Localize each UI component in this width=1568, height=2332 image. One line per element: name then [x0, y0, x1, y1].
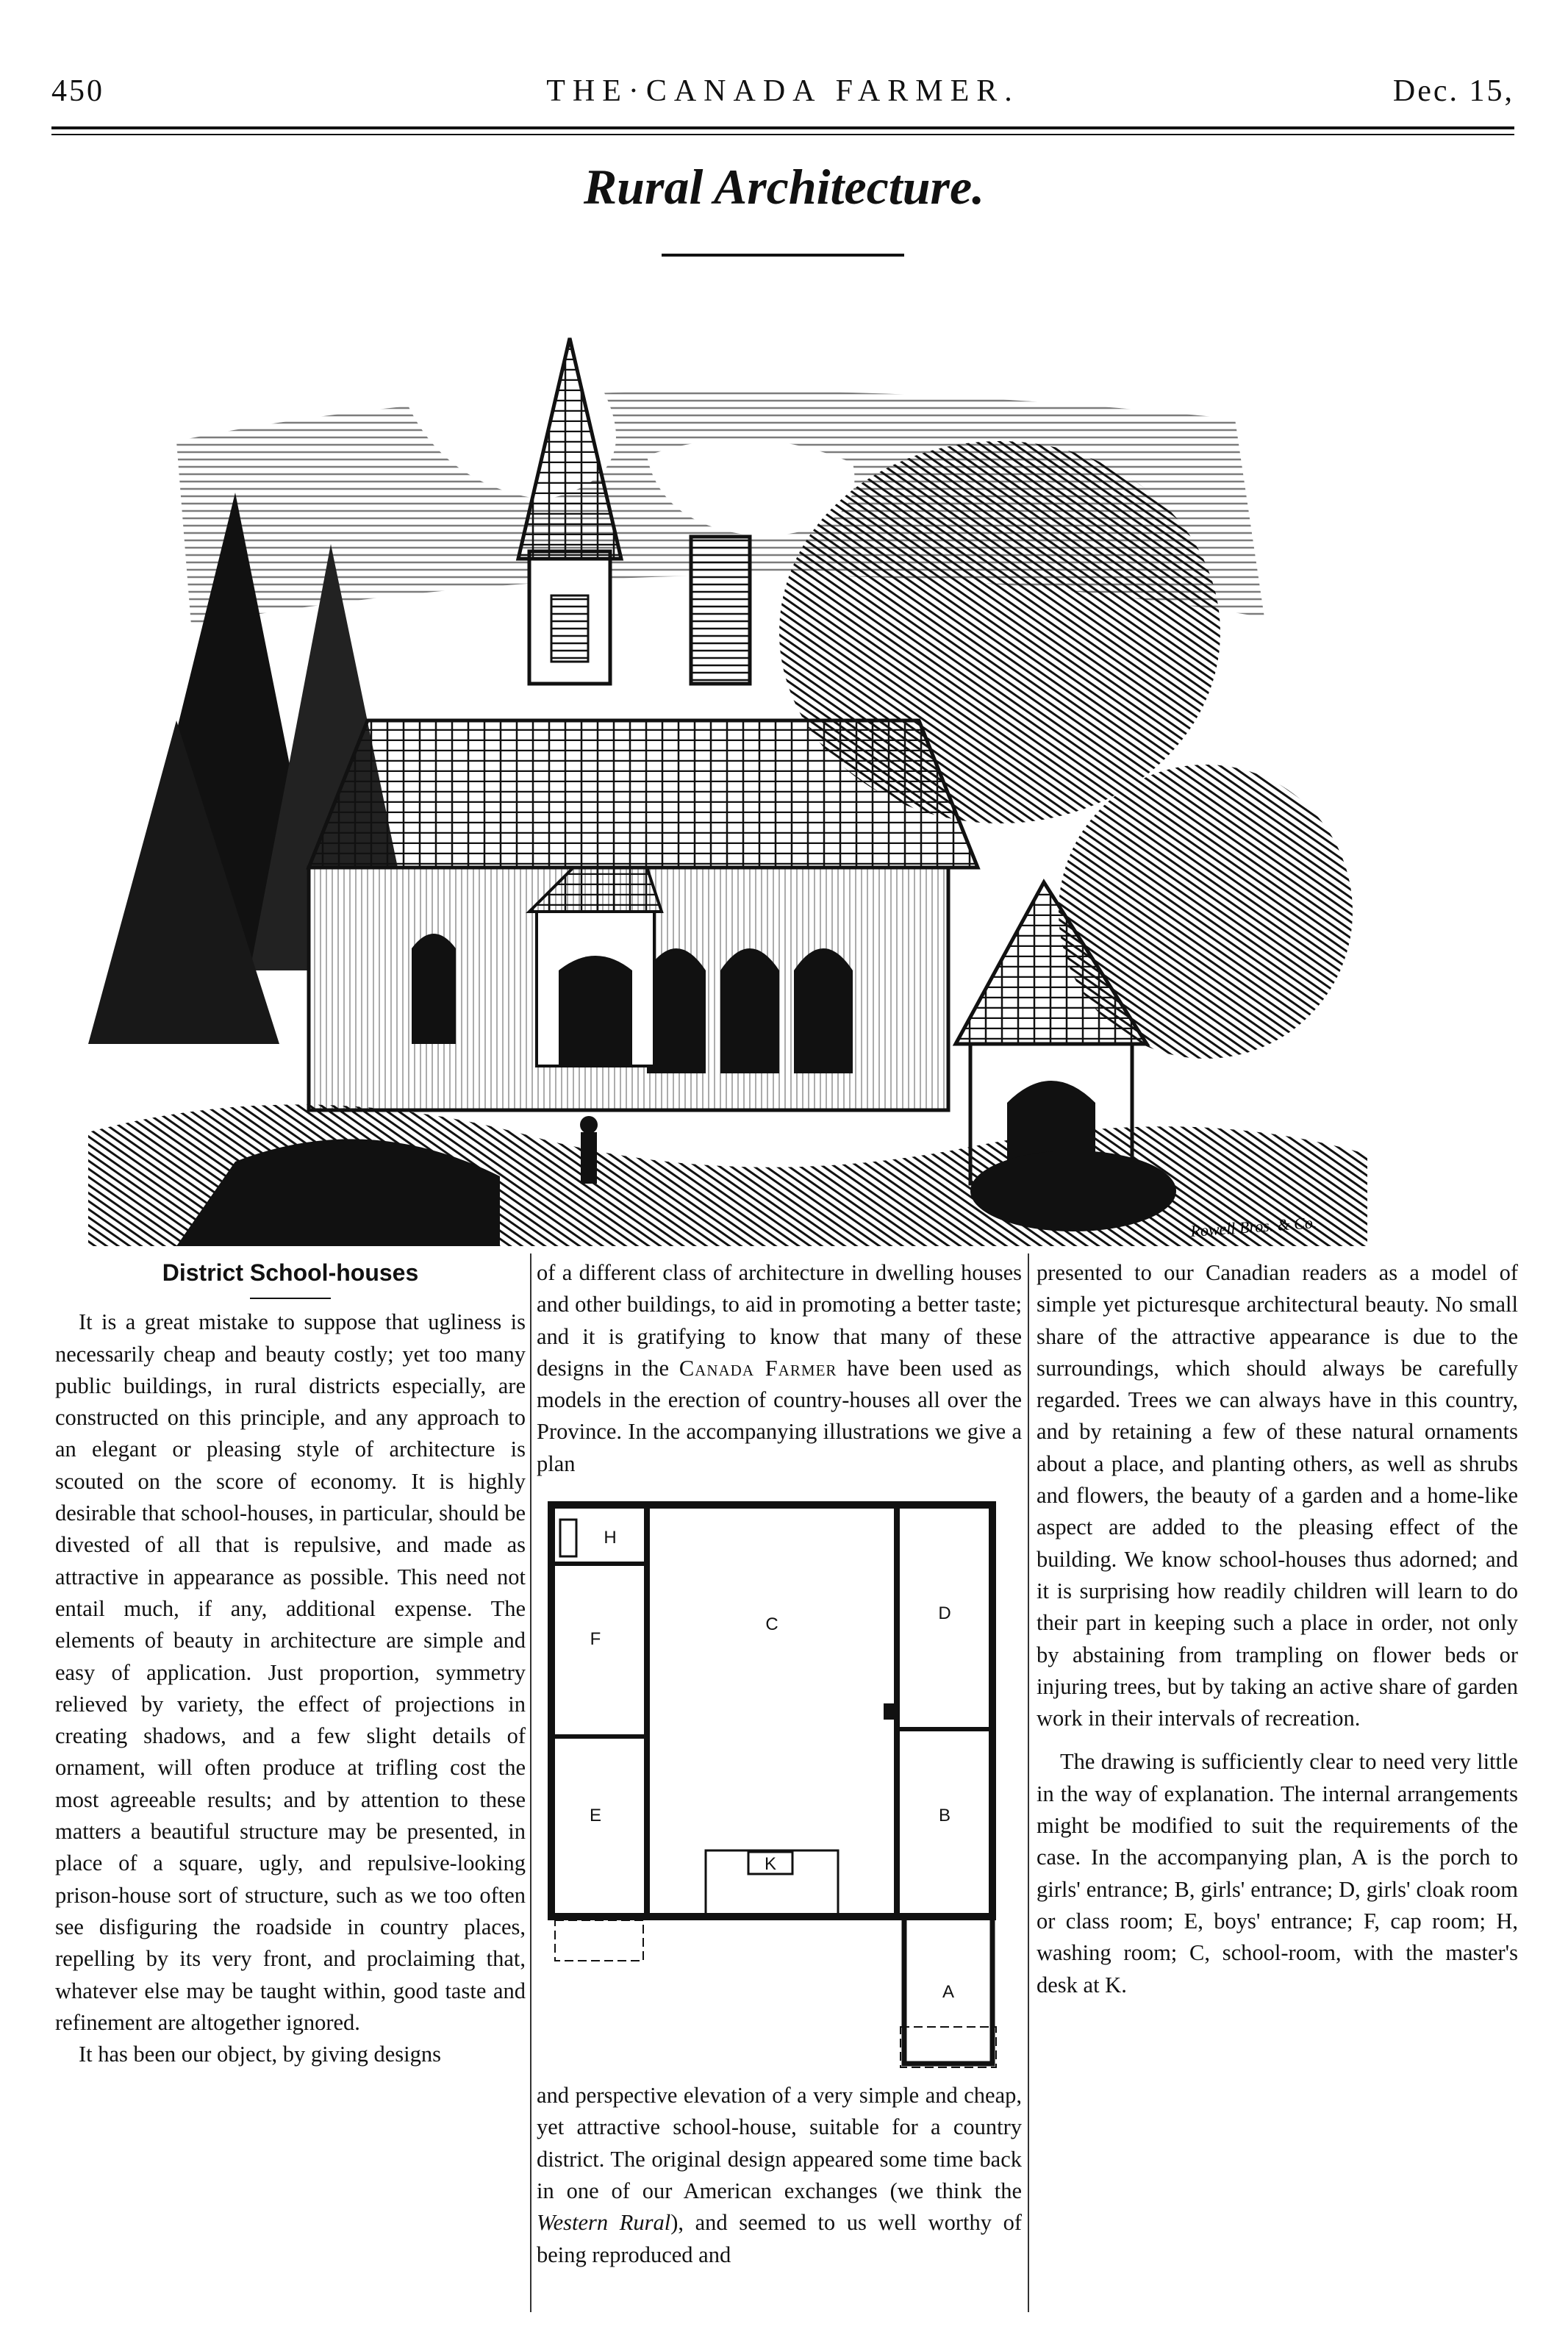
- column-rule-2: [1028, 1253, 1029, 2312]
- plan-label-f: F: [590, 1629, 601, 1650]
- article-column-1: [55, 1257, 526, 2070]
- page-number: 450: [51, 74, 104, 108]
- heading-rule: [250, 1298, 331, 1299]
- header-rule-thin: [51, 134, 1514, 135]
- plan-label-b: B: [938, 1806, 951, 1826]
- plan-label-e: E: [589, 1806, 602, 1826]
- school-house-engraving: [88, 309, 1367, 1246]
- plan-label-h: H: [604, 1528, 617, 1548]
- plan-label-d: D: [938, 1603, 951, 1624]
- paragraph: It has been our object, by giving designs: [79, 2042, 441, 2067]
- paragraph: [537, 1257, 1022, 1480]
- header-rule: [51, 126, 1514, 129]
- engraver-signature: Rowell Bros. & Co.: [1189, 1213, 1318, 1240]
- text-run: and perspective elevation of a very simple and cheap, yet attractive school-house, suitable for a country district. The original design appeared some time back in one of our American exchanges (we think the: [537, 2083, 1022, 2203]
- source-name: Western Rural: [537, 2210, 671, 2236]
- article-heading: District School-houses: [162, 1259, 419, 1286]
- plan-label-k: K: [764, 1854, 777, 1875]
- paragraph: [537, 2080, 1022, 2271]
- plan-label-a: A: [942, 1982, 955, 2003]
- section-title: Rural Architecture.: [583, 159, 985, 215]
- text-run: have been used as models in the erection of country-houses all over the Province. In the accompanying illustrations we give a plan: [537, 1355, 1022, 1476]
- paper-name: Canada Farmer: [679, 1355, 837, 1381]
- floor-plan: [537, 1490, 1007, 2071]
- text-run: ), and seemed to us well worthy of being reproduced and: [537, 2210, 1022, 2267]
- plan-label-c: C: [765, 1614, 778, 1635]
- article-column-3: [1037, 1257, 1518, 2001]
- article-column-2: [537, 1257, 1022, 2271]
- text-run: of a different class of architecture in dwelling houses and other buildings, to aid in promoting a better taste; and it is gratifying to know that many of these designs in the: [537, 1260, 1022, 1381]
- foreground-shrubs: [88, 1104, 1367, 1246]
- column-rule-1: [530, 1253, 531, 2312]
- page-header: [51, 74, 1514, 125]
- issue-date: Dec. 15,: [1392, 74, 1514, 108]
- journal-title: THE·CANADA FARMER.: [546, 74, 1020, 108]
- paragraph: It is a great mistake to suppose that ugliness is necessarily cheap and beauty costly; yet too many public buildings, in rural districts especially, are constructed on this principle, and any approach to an elegant or pleasing style of architecture is scouted on the score of economy. It is highly desirable that school-houses, in particular, should be divested of all that is repulsive, and made as attractive in appearance as possible. This need not entail much, if any, additional expense. The elements of beauty in architecture are simple and easy of application. Just proportion, symmetry relieved by variety, the effect of projections in creating shadows, and a few slight details of ornament, will often produce at trifling cost the most agreeable results; and by attention to these matters a beautiful structure may be presented, in place of a square, ugly, and repulsive-looking prison-house sort of structure, such as we too often see disfiguring the roadside in country places, repelling by its very front, and proclaiming that, whatever else may be taught within, good taste and refinement are altogether ignored.: [55, 1309, 526, 2035]
- title-rule: [662, 254, 904, 257]
- paragraph: presented to our Canadian readers as a model of simple yet picturesque architectural beauty. No small share of the attractive appearance is due to the surroundings, which should always be carefully regarded. Trees we can always have in this country, and by retaining a few of these natural ornaments about a place, and planting others, as well as shrubs and flowers, the beauty of a garden and a home-like aspect are added to the pleasing effect of the building. We know school-houses thus adorned; and it is surprising how readily children will learn to do their part in keeping such a place in order, not only by abstaining from trampling on flower beds or injuring trees, but by taking an active share of garden work in their intervals of recreation.: [1037, 1260, 1518, 1731]
- paragraph: The drawing is sufficiently clear to need very little in the way of explanation. The internal arrangements might be modified to suit the requirements of the case. In the accompanying plan, A is the porch to girls' entrance; B, girls' entrance; D, girls' cloak room or class room; E, boys' entrance; F, cap room; H, washing room; C, school-room, with the master's desk at K.: [1037, 1749, 1518, 1997]
